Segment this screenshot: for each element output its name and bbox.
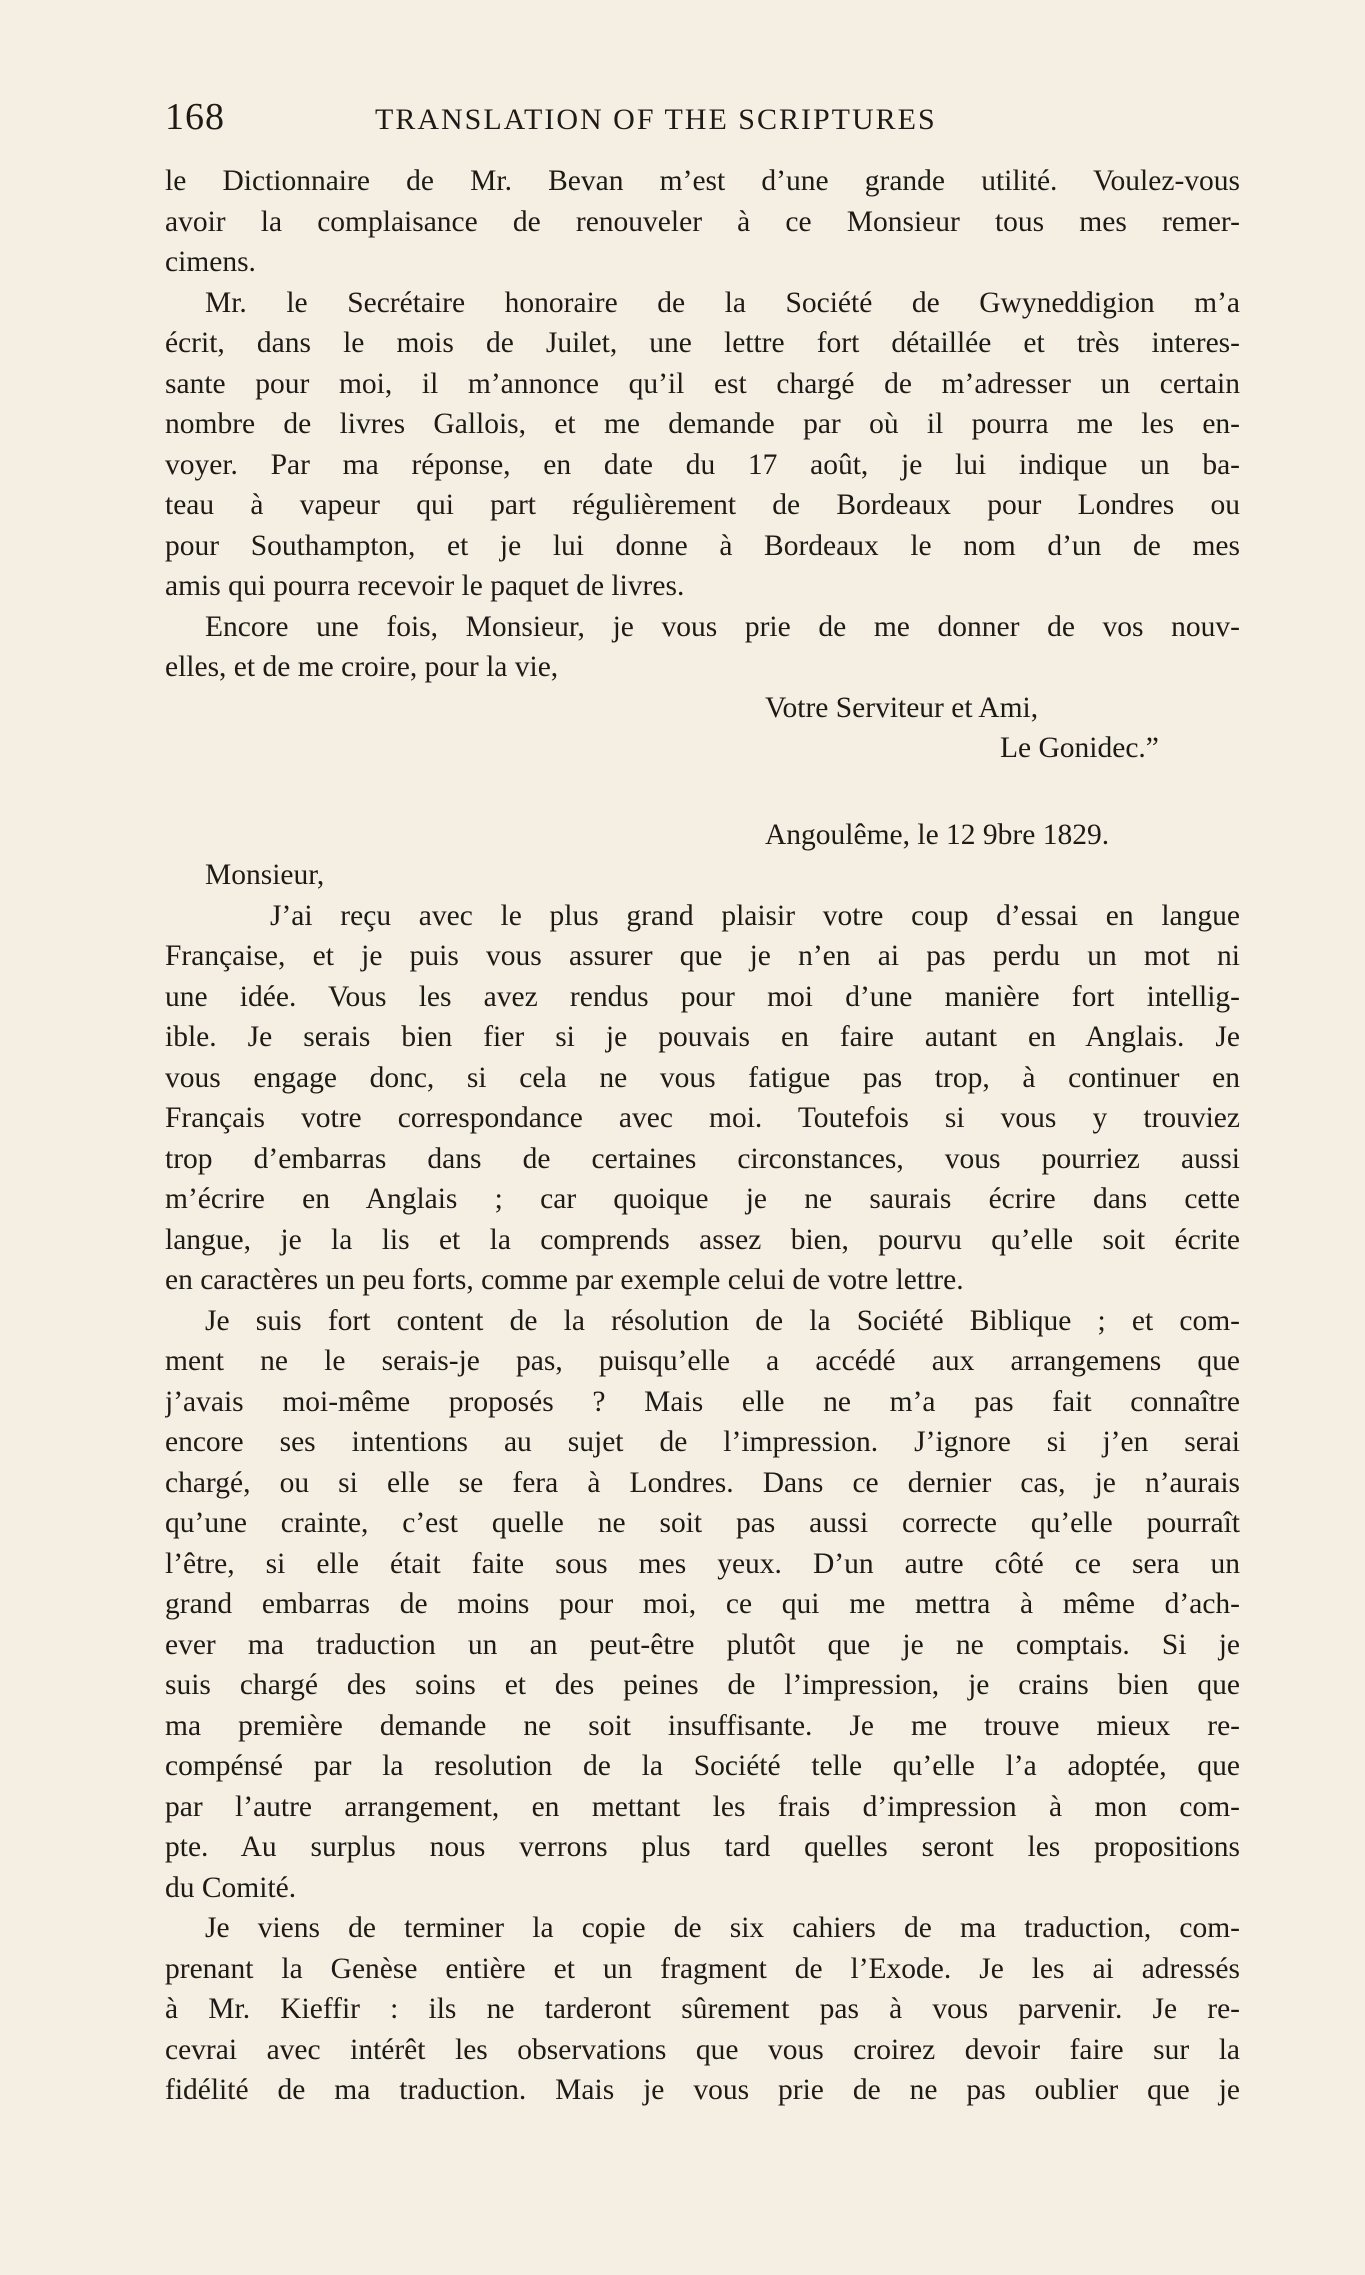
text-line: suis chargé des soins et des peines de l’impression, je crains bien que bbox=[165, 1669, 1240, 1701]
text-line: Mr. le Secrétaire honoraire de la Société de Gwyneddigion m’a bbox=[205, 286, 1240, 319]
running-title: TRANSLATION OF THE SCRIPTURES bbox=[375, 103, 937, 136]
text-line: grand embarras de moins pour moi, ce qui me mettra à même d’ach- bbox=[165, 1588, 1240, 1620]
letter-dateline: Angoulême, le 12 9bre 1829. bbox=[765, 818, 1110, 851]
text-line: pte. Au surplus nous verrons plus tard quelles seront les propositions bbox=[165, 1831, 1240, 1863]
text-line: vous engage donc, si cela ne vous fatigue pas trop, à continuer en bbox=[165, 1061, 1240, 1094]
text-line: ible. Je serais bien fier si je pouvais en faire autant en Anglais. Je bbox=[165, 1021, 1240, 1053]
text-line: qu’une crainte, c’est quelle ne soit pas aussi correcte qu’elle pourraît bbox=[165, 1507, 1240, 1539]
text-line: encore ses intentions au sujet de l’impression. J’ignore si j’en serai bbox=[165, 1426, 1240, 1458]
letter-salutation: Monsieur, bbox=[205, 859, 325, 891]
text-line: elles, et de me croire, pour la vie, bbox=[165, 651, 559, 683]
text-line: m’écrire en Anglais ; car quoique je ne saurais écrire dans cette bbox=[165, 1183, 1240, 1215]
text-line: à Mr. Kieffir : ils ne tarderont sûrement pas à vous parvenir. Je re- bbox=[165, 1993, 1240, 2025]
text-line: Française, et je puis vous assurer que je n’en ai pas perdu un mot ni bbox=[165, 940, 1240, 972]
text-line: Encore une fois, Monsieur, je vous prie de me donner de vos nouv- bbox=[205, 610, 1240, 643]
text-line: amis qui pourra recevoir le paquet de livres. bbox=[165, 570, 685, 602]
text-line: le Dictionnaire de Mr. Bevan m’est d’une grande utilité. Voulez-vous bbox=[165, 165, 1240, 197]
text-line: teau à vapeur qui part régulièrement de Bordeaux pour Londres ou bbox=[165, 489, 1240, 521]
text-line: avoir la complaisance de renouveler à ce Monsieur tous mes remer- bbox=[165, 205, 1240, 238]
text-line: Français votre correspondance avec moi. Toutefois si vous y trouviez bbox=[165, 1102, 1240, 1134]
text-line: trop d’embarras dans de certaines circonstances, vous pourriez aussi bbox=[165, 1142, 1240, 1175]
book-page bbox=[165, 95, 1240, 2111]
text-line: du Comité. bbox=[165, 1871, 297, 1904]
text-line: ever ma traduction un an peut-être plutôt que je ne comptais. Si je bbox=[165, 1628, 1240, 1661]
text-line: pour Southampton, et je lui donne à Bordeaux le nom d’un de mes bbox=[165, 529, 1240, 562]
text-line: fidélité de ma traduction. Mais je vous prie de ne pas oublier que je bbox=[165, 2074, 1240, 2106]
text-line: ma première demande ne soit insuffisante. Je me trouve mieux re- bbox=[165, 1709, 1240, 1742]
letter-closing: Votre Serviteur et Ami, bbox=[765, 691, 1039, 724]
text-line: par l’autre arrangement, en mettant les frais d’impression à mon com- bbox=[165, 1790, 1240, 1823]
body-text bbox=[165, 161, 1240, 2111]
letter-signature: Le Gonidec.” bbox=[1000, 732, 1159, 764]
text-line: une idée. Vous les avez rendus pour moi d’une manière fort intellig- bbox=[165, 980, 1240, 1013]
text-line: l’être, si elle était faite sous mes yeux. D’un autre côté ce sera un bbox=[165, 1547, 1240, 1580]
text-line: Je suis fort content de la résolution de la Société Biblique ; et com- bbox=[205, 1304, 1240, 1337]
text-line: cimens. bbox=[165, 246, 256, 278]
text-line: cevrai avec intérêt les observations que vous croirez devoir faire sur la bbox=[165, 2033, 1240, 2066]
page-number: 168 bbox=[165, 96, 225, 138]
text-line: écrit, dans le mois de Juilet, une lettre fort détaillée et très interes- bbox=[165, 327, 1240, 359]
spacer bbox=[165, 769, 1240, 815]
text-line: en caractères un peu forts, comme par exemple celui de votre lettre. bbox=[165, 1264, 964, 1296]
running-head bbox=[165, 95, 1240, 155]
text-line: ment ne le serais-je pas, puisqu’elle a accédé aux arrangemens que bbox=[165, 1345, 1240, 1377]
text-line: J’ai reçu avec le plus grand plaisir votre coup d’essai en langue bbox=[270, 899, 1240, 932]
text-line: Je viens de terminer la copie de six cahiers de ma traduction, com- bbox=[205, 1912, 1240, 1944]
text-line: j’avais moi-même proposés ? Mais elle ne m’a pas fait connaître bbox=[165, 1385, 1240, 1418]
text-line: compénsé par la resolution de la Société telle qu’elle l’a adoptée, que bbox=[165, 1750, 1240, 1782]
text-line: langue, je la lis et la comprends assez bien, pourvu qu’elle soit écrite bbox=[165, 1223, 1240, 1256]
text-line: chargé, ou si elle se fera à Londres. Dans ce dernier cas, je n’aurais bbox=[165, 1466, 1240, 1499]
text-line: prenant la Genèse entière et un fragment de l’Exode. Je les ai adressés bbox=[165, 1952, 1240, 1985]
text-line: voyer. Par ma réponse, en date du 17 août, je lui indique un ba- bbox=[165, 448, 1240, 481]
text-line: nombre de livres Gallois, et me demande par où il pourra me les en- bbox=[165, 408, 1240, 440]
text-line: sante pour moi, il m’annonce qu’il est chargé de m’adresser un certain bbox=[165, 367, 1240, 400]
